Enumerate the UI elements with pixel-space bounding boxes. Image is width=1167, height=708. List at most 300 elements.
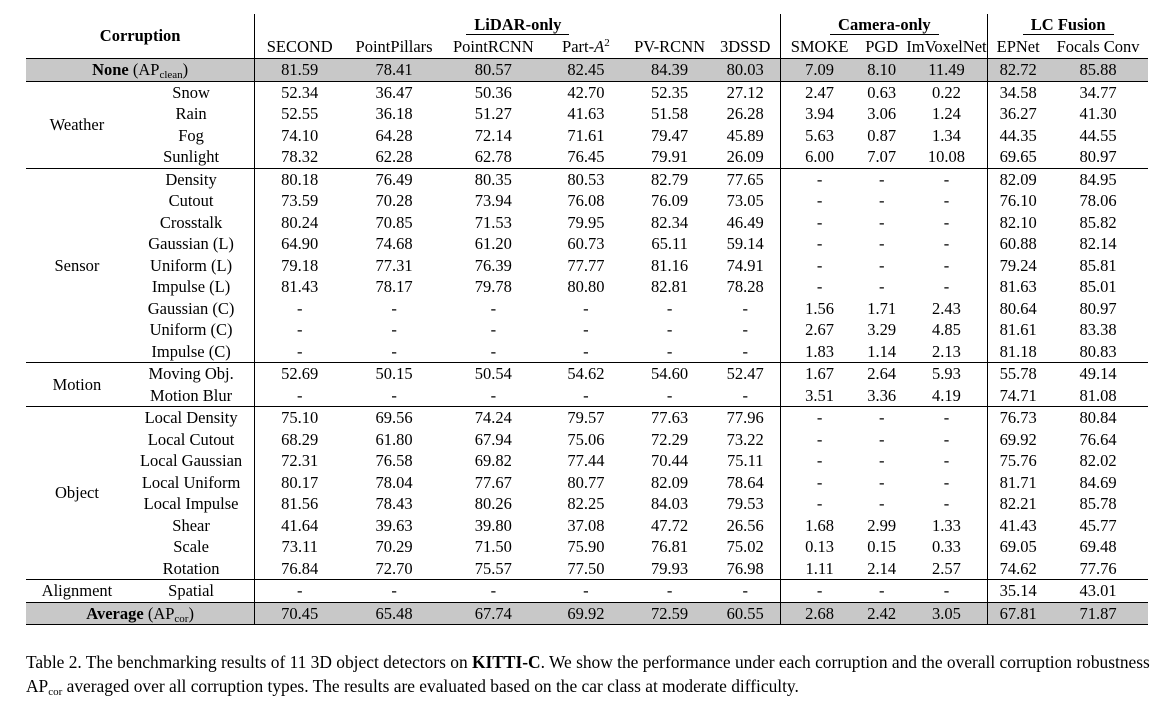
value-cell: 0.13 [805,537,835,556]
value-cell: 74.68 [375,234,413,253]
value-cell: 80.97 [1079,147,1117,166]
value-cell: 78.04 [375,472,413,492]
value-cell: 2.47 [781,81,858,103]
value-cell: 67.94 [474,429,512,449]
value-cell: 79.57 [543,407,629,429]
value-cell: - [666,320,673,339]
corruption-label: Fog [128,125,255,147]
model-header: SECOND [266,37,333,56]
value-cell: 76.10 [999,191,1037,210]
corruption-label: Impulse (L) [128,276,255,298]
value-cell: 77.31 [375,255,413,275]
value-cell: - [906,493,988,515]
value-cell: 6.00 [805,147,835,166]
value-cell: 1.56 [805,298,835,318]
value-cell: 26.28 [710,103,781,125]
value-cell: 39.80 [474,515,512,535]
value-cell: - [543,580,629,603]
value-cell: 82.14 [1079,234,1117,253]
value-cell: 51.58 [651,104,689,123]
value-cell: 85.81 [1079,255,1117,275]
value-cell: 3.51 [805,385,835,405]
table-row [26,493,1148,515]
value-cell: 41.63 [567,104,605,123]
value-cell: - [666,341,673,361]
table-body [26,59,1148,625]
value-cell: 80.17 [281,472,319,492]
value-cell: 54.60 [629,363,710,385]
value-cell: 1.11 [805,558,834,578]
value-cell: 80.03 [710,59,781,82]
value-cell: 71.53 [474,212,512,232]
table-row [26,341,1148,363]
value-cell: 71.87 [1048,602,1148,625]
group-fusion-header: LC Fusion [988,14,1148,36]
value-cell: 82.09 [988,168,1048,190]
value-cell: - [906,233,988,255]
value-cell: 81.43 [281,277,319,296]
value-cell: 73.22 [710,429,781,451]
table-row [26,407,1148,429]
model-header: EPNet [996,37,1040,56]
value-cell: 73.11 [281,537,318,556]
value-cell: 74.91 [710,255,781,277]
value-cell: 4.19 [906,385,988,407]
table-row [26,580,1148,603]
value-cell: 26.56 [710,515,781,537]
value-cell: - [878,234,885,253]
value-cell: 69.82 [474,451,512,470]
value-cell: 0.63 [858,81,906,103]
value-cell: 27.12 [710,81,781,103]
dataset-name: KITTI-C [471,652,541,672]
corruption-label: Uniform (L) [128,255,255,277]
value-cell: 79.18 [281,255,319,275]
value-cell: - [878,212,885,232]
value-cell: 80.83 [1079,341,1117,361]
value-cell: 77.65 [710,168,781,190]
value-cell: 84.03 [651,494,689,513]
value-cell: 72.31 [281,451,319,470]
value-cell: 1.24 [906,103,988,125]
value-cell: 69.92 [999,429,1037,449]
corruption-label: Gaussian (L) [128,233,255,255]
group-label: Weather [26,81,128,168]
value-cell: - [816,255,823,275]
value-cell: - [583,341,589,361]
none-row [26,59,1148,82]
corruption-label: Cutout [128,190,255,212]
table-caption: Table 2. The benchmarking results of 11 3D object detectors on KITTI-C. We show the performance under each corruption and the overall corruption robustness $AP_{cor}$ averaged over all corruption types. The results are evaluated based on the car class at moderate difficulty. [26,652,1150,698]
value-cell: - [816,191,823,210]
value-cell: 82.79 [629,168,710,190]
corruption-label: Crosstalk [128,212,255,234]
value-cell: 36.27 [999,104,1037,123]
value-cell: - [878,277,885,296]
value-cell: - [710,319,781,341]
value-cell: 10.08 [906,146,988,168]
value-cell: 50.54 [444,363,543,385]
value-cell: 43.01 [1048,580,1148,603]
value-cell: 62.28 [375,147,413,166]
value-cell: - [858,407,906,429]
model-header: 3DSSD [710,36,781,59]
value-cell: 34.77 [1048,81,1148,103]
value-cell: 52.69 [255,363,344,385]
value-cell: 77.76 [1079,558,1117,578]
value-cell: 71.61 [567,125,605,145]
table-row [26,363,1148,385]
value-cell: 70.44 [651,451,689,470]
corruption-label: Spatial [128,580,255,603]
model-header: Focals Conv [1056,37,1140,56]
value-cell: - [816,429,823,449]
value-cell: 44.35 [999,125,1037,145]
value-cell: 39.63 [375,515,413,535]
value-cell: - [666,298,673,318]
value-cell: 3.36 [867,385,897,405]
value-cell: 78.32 [281,147,319,166]
value-cell: - [781,168,858,190]
value-cell: - [583,298,589,318]
value-cell: 75.10 [255,407,344,429]
value-cell: 76.49 [344,168,444,190]
value-cell: - [816,451,823,470]
value-cell: 41.30 [1079,104,1117,123]
value-cell: 0.87 [867,125,897,145]
value-cell: 80.84 [1048,407,1148,429]
value-cell: - [906,429,988,451]
value-cell: 73.05 [710,190,781,212]
value-cell: 46.49 [710,212,781,234]
value-cell: 81.08 [1079,385,1117,405]
corruption-label: Gaussian (C) [128,298,255,320]
value-cell: - [710,341,781,363]
value-cell: 2.64 [858,363,906,385]
value-cell: - [710,580,781,603]
value-cell: 78.06 [1079,191,1117,210]
value-cell: 36.18 [375,104,413,123]
value-cell: 2.13 [906,341,988,363]
value-cell: - [710,385,781,407]
value-cell: - [255,580,344,603]
value-cell: 0.22 [906,81,988,103]
value-cell: 74.62 [999,558,1037,578]
value-cell: 45.89 [710,125,781,147]
value-cell: - [816,494,823,513]
corruption-label: Density [128,168,255,190]
value-cell: 68.29 [281,429,319,449]
value-cell: 67.81 [988,602,1048,625]
value-cell: 78.43 [375,494,413,513]
value-cell: 76.45 [567,147,605,166]
value-cell: 61.20 [474,234,512,253]
value-cell: 74.71 [999,385,1037,405]
group-camera-header: Camera-only [781,14,988,36]
value-cell: 82.10 [999,212,1037,232]
table-row [26,429,1148,451]
value-cell: - [296,341,303,361]
value-cell: 3.29 [867,320,897,339]
value-cell: 82.45 [543,59,629,82]
table-row [26,168,1148,190]
value-cell: 62.78 [474,147,512,166]
value-cell: 80.24 [281,212,319,232]
value-cell: 82.81 [651,277,689,296]
value-cell: 69.56 [344,407,444,429]
value-cell: 41.64 [281,515,319,535]
value-cell: 75.76 [999,451,1037,470]
value-cell: 77.63 [629,407,710,429]
value-cell: 34.58 [988,81,1048,103]
value-cell: - [906,212,988,234]
table-row [26,515,1148,537]
value-cell: 80.64 [999,298,1037,318]
value-cell: 80.26 [474,494,512,513]
value-cell: - [583,385,589,405]
value-cell: - [878,255,885,275]
table-header [26,14,1148,59]
value-cell: - [906,276,988,298]
value-cell: 52.47 [710,363,781,385]
value-cell: 76.64 [1079,429,1117,449]
value-cell: 1.14 [867,341,897,361]
value-cell: 76.84 [281,558,319,578]
value-cell: 81.61 [999,320,1037,339]
value-cell: 35.14 [988,580,1048,603]
value-cell: 82.25 [567,494,605,513]
value-cell: - [391,320,397,339]
value-cell: 75.06 [567,429,605,449]
value-cell: 79.53 [710,493,781,515]
table-row [26,385,1148,407]
table-row [26,103,1148,125]
value-cell: - [490,385,497,405]
value-cell: 2.68 [781,602,858,625]
model-header: PointPillars [355,37,433,56]
value-cell: 1.67 [781,363,858,385]
value-cell: 82.09 [651,472,689,492]
value-cell: 80.57 [444,59,543,82]
value-cell: 45.77 [1079,515,1117,535]
model-header: PGD [865,37,899,56]
value-cell: 2.57 [906,558,988,580]
value-cell: - [816,472,823,492]
value-cell: 4.85 [906,319,988,341]
table-row [26,319,1148,341]
value-cell: 80.97 [1079,298,1117,318]
value-cell: 47.72 [651,515,689,535]
value-cell: 69.92 [543,602,629,625]
model-header: PV-RCNN [634,37,706,56]
value-cell: - [878,451,885,470]
value-cell: - [906,407,988,429]
value-cell: 61.80 [375,429,413,449]
value-cell: 77.44 [567,451,605,470]
value-cell: 84.69 [1079,472,1117,492]
value-cell: 41.43 [999,515,1037,535]
value-cell: 70.85 [375,212,413,232]
value-cell: 72.59 [629,602,710,625]
corruption-label: Local Impulse [128,493,255,515]
value-cell: 59.14 [710,233,781,255]
corruption-label: Shear [128,515,255,537]
table-row [26,472,1148,494]
value-cell: 3.94 [805,104,835,123]
value-cell: 76.98 [710,558,781,580]
table-row [26,450,1148,472]
value-cell: 80.35 [444,168,543,190]
value-cell: 80.18 [255,168,344,190]
value-cell: 67.74 [444,602,543,625]
table-row [26,125,1148,147]
value-cell: 69.65 [999,147,1037,166]
corruption-header: Corruption [26,14,255,59]
value-cell: 75.90 [567,537,605,556]
value-cell: - [878,191,885,210]
value-cell: 85.78 [1079,494,1117,513]
value-cell: 84.95 [1048,168,1148,190]
value-cell: 73.94 [474,191,512,210]
value-cell: 26.09 [710,146,781,168]
value-cell: 76.81 [651,537,689,556]
corruption-label: Impulse (C) [128,341,255,363]
value-cell: 82.21 [999,494,1037,513]
value-cell: 76.08 [567,191,605,210]
group-label: Motion [26,363,128,407]
value-cell: - [781,407,858,429]
value-cell: 82.72 [988,59,1048,82]
model-header: ImVoxelNet [906,36,988,59]
value-cell: 81.56 [281,494,319,513]
value-cell: 65.11 [651,234,688,253]
value-cell: - [344,580,444,603]
value-cell: - [490,341,497,361]
header-group-row [26,14,1148,36]
value-cell: 79.95 [567,212,605,232]
value-cell: 72.70 [375,558,413,578]
corruption-label: Rain [128,103,255,125]
value-cell: 1.68 [805,515,835,535]
value-cell: 50.36 [444,81,543,103]
corruption-label: Motion Blur [128,385,255,407]
value-cell: 60.88 [999,234,1037,253]
value-cell: - [878,429,885,449]
group-label: Object [26,407,128,580]
corruption-label: Uniform (C) [128,319,255,341]
value-cell: - [858,580,906,603]
value-cell: - [816,277,823,296]
table-row [26,146,1148,168]
value-cell: 64.90 [281,234,319,253]
value-cell: 79.78 [474,277,512,296]
value-cell: 52.34 [255,81,344,103]
value-cell: 80.80 [567,277,605,296]
corruption-label: Local Density [128,407,255,429]
value-cell: 76.09 [651,191,689,210]
value-cell: 79.93 [651,558,689,578]
average-row-label: Average $(AP_{cor})$ [26,602,255,625]
value-cell: 76.58 [375,451,413,470]
value-cell: 78.64 [710,472,781,494]
value-cell: 77.77 [567,255,605,275]
value-cell: 42.70 [543,81,629,103]
corruption-label: Moving Obj. [128,363,255,385]
value-cell: 0.33 [906,536,988,558]
value-cell: 77.50 [567,558,605,578]
table-row [26,536,1148,558]
value-cell: 1.71 [867,298,897,318]
value-cell: 44.55 [1079,125,1117,145]
value-cell: 36.47 [344,81,444,103]
value-cell: 70.29 [375,537,413,556]
model-header: PointRCNN [453,37,534,56]
value-cell: 54.62 [543,363,629,385]
value-cell: 77.67 [474,472,512,492]
value-cell: 79.24 [999,255,1037,275]
value-cell: - [906,190,988,212]
value-cell: 2.67 [805,320,835,339]
value-cell: 74.24 [444,407,543,429]
value-cell: 81.63 [999,277,1037,296]
corruption-label: Sunlight [128,146,255,168]
model-header: Part-$A^2$ [562,37,610,56]
corruption-label: Local Uniform [128,472,255,494]
value-cell: 69.48 [1079,537,1117,556]
value-cell: - [296,385,303,405]
value-cell: - [906,168,988,190]
value-cell: 2.14 [867,558,897,578]
corruption-label: Local Cutout [128,429,255,451]
value-cell: 52.35 [629,81,710,103]
value-cell: - [444,580,543,603]
value-cell: 5.63 [805,125,835,145]
value-cell: 80.77 [567,472,605,492]
value-cell: 50.15 [344,363,444,385]
value-cell: 7.09 [781,59,858,82]
table-row [26,233,1148,255]
value-cell: 2.43 [906,298,988,320]
value-cell: - [490,320,497,339]
value-cell: 70.28 [375,191,413,210]
value-cell: 49.14 [1048,363,1148,385]
value-cell: 8.10 [858,59,906,82]
value-cell: 75.57 [474,558,512,578]
value-cell: 77.96 [710,407,781,429]
value-cell: - [906,580,988,603]
table-row [26,81,1148,103]
value-cell: 60.55 [710,602,781,625]
value-cell: 76.39 [474,255,512,275]
group-lidar-header: LiDAR-only [255,14,781,36]
value-cell: - [296,298,303,318]
none-row-label: None $(AP_{clean})$ [26,59,255,82]
value-cell: 85.82 [1079,212,1117,232]
average-row [26,602,1148,625]
value-cell: 85.88 [1048,59,1148,82]
value-cell: 81.71 [999,472,1037,492]
value-cell: 65.48 [344,602,444,625]
value-cell: 73.59 [281,191,319,210]
value-cell: - [878,494,885,513]
table-row [26,558,1148,580]
value-cell: - [858,168,906,190]
value-cell: 72.29 [651,429,689,449]
value-cell: 7.07 [867,147,897,166]
value-cell: 82.02 [1079,451,1117,470]
value-cell: 3.05 [906,602,988,625]
value-cell: - [878,472,885,492]
